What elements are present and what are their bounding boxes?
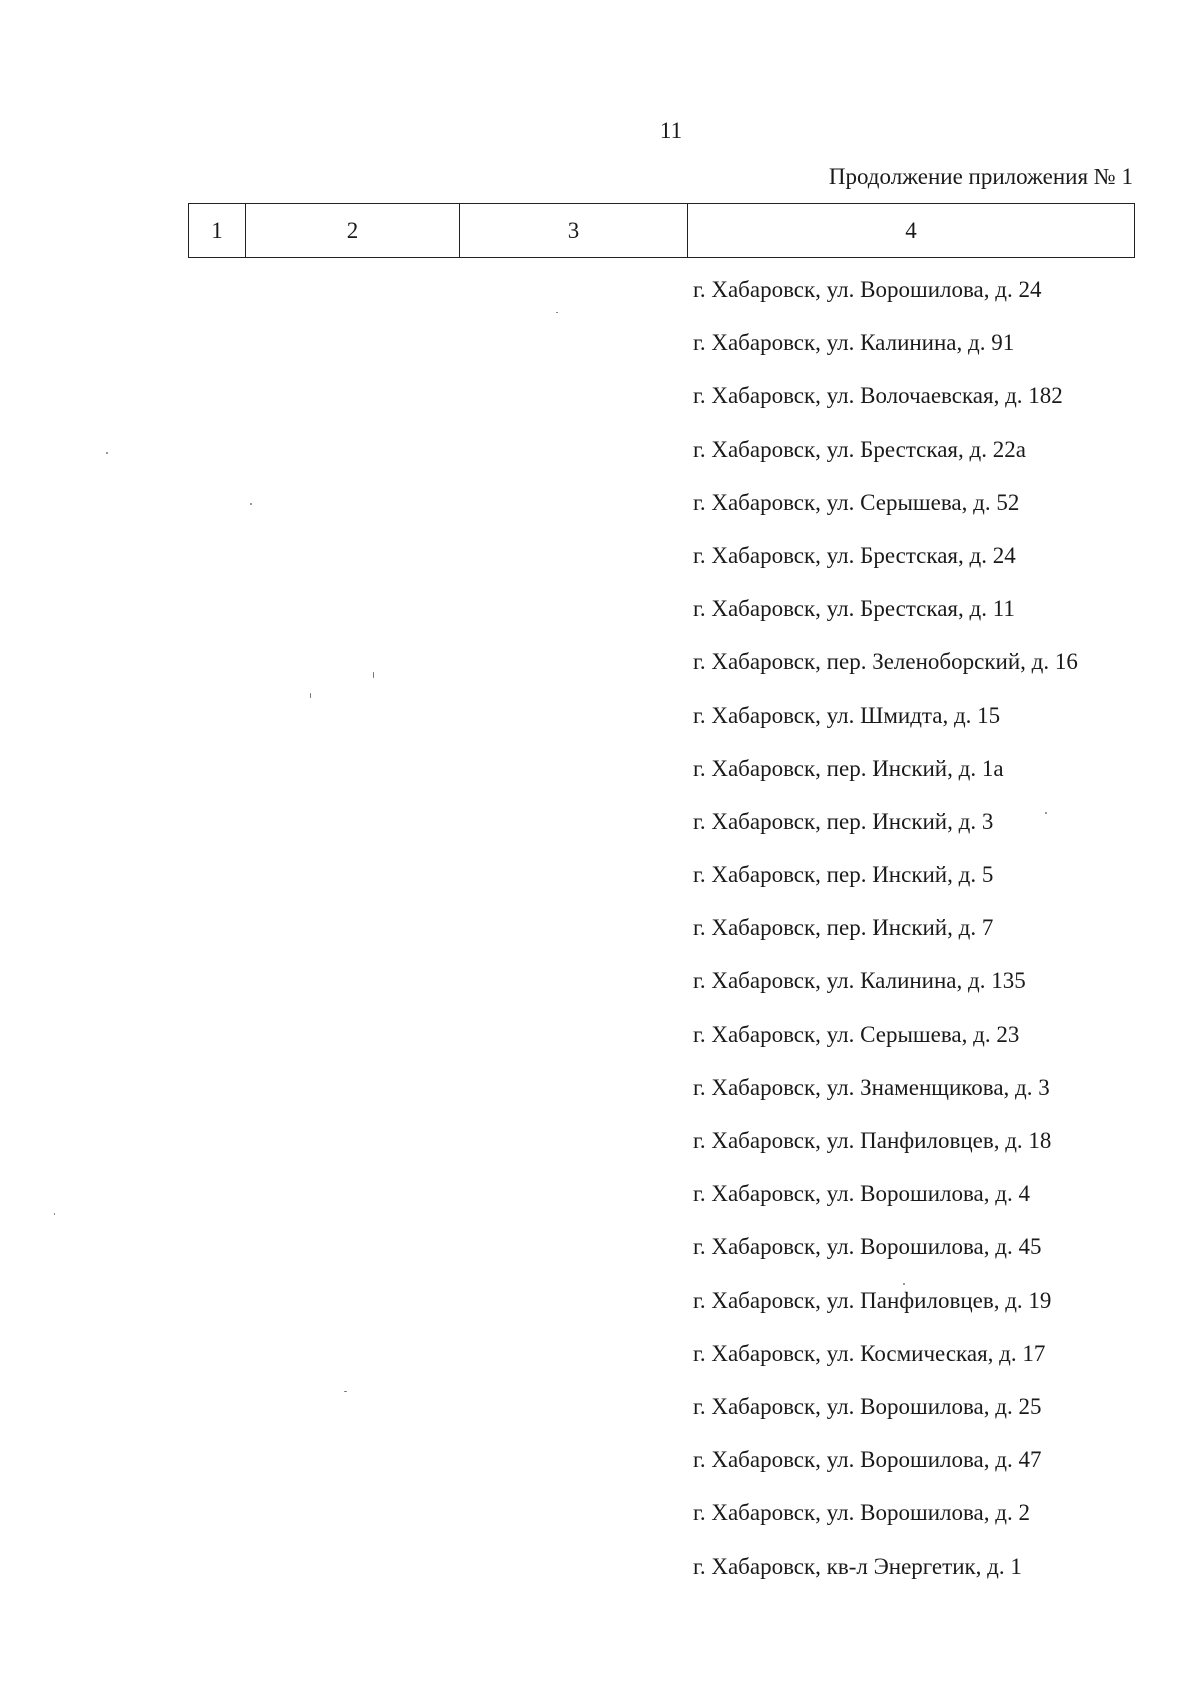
address-item: г. Хабаровск, пер. Зеленоборский, д. 16	[693, 649, 1078, 675]
address-item: г. Хабаровск, ул. Ворошилова, д. 45	[693, 1234, 1042, 1260]
address-item: г. Хабаровск, ул. Калинина, д. 91	[693, 330, 1015, 356]
address-item: г. Хабаровск, пер. Инский, д. 3	[693, 808, 994, 834]
address-item: г. Хабаровск, кв-л Энергетик, д. 1	[693, 1553, 1022, 1579]
address-item: г. Хабаровск, ул. Брестская, д. 22а	[693, 436, 1026, 462]
address-item: г. Хабаровск, ул. Знаменщикова, д. 3	[693, 1074, 1050, 1100]
address-item: г. Хабаровск, ул. Серышева, д. 23	[693, 1021, 1020, 1047]
address-item: г. Хабаровск, пер. Инский, д. 1а	[693, 755, 1004, 781]
page-number: 11	[659, 118, 683, 143]
header-cell-3: 3	[460, 204, 688, 258]
address-item: г. Хабаровск, ул. Ворошилова, д. 2	[693, 1500, 1030, 1526]
address-item: г. Хабаровск, пер. Инский, д. 5	[693, 862, 994, 888]
scan-speck	[106, 452, 108, 454]
address-item: г. Хабаровск, ул. Панфиловцев, д. 18	[693, 1128, 1052, 1153]
header-cell-2: 2	[246, 204, 460, 258]
address-item: г. Хабаровск, ул. Калинина, д. 135	[693, 968, 1026, 994]
address-item: г. Хабаровск, пер. Инский, д. 7	[693, 915, 994, 941]
header-cell-1: 1	[189, 204, 246, 258]
scan-speck	[250, 503, 252, 505]
address-item: г. Хабаровск, ул. Ворошилова, д. 24	[693, 277, 1042, 302]
address-item: г. Хабаровск, ул. Брестская, д. 11	[693, 596, 1015, 622]
scan-speck	[903, 1283, 905, 1285]
scan-speck	[54, 1213, 55, 1215]
address-item: г. Хабаровск, ул. Космическая, д. 17	[693, 1340, 1046, 1366]
column-number-header	[188, 203, 1135, 258]
scan-speck	[1045, 812, 1047, 814]
continuation-label: Продолжение приложения № 1	[828, 164, 1133, 189]
address-item: г. Хабаровск, ул. Брестская, д. 24	[693, 542, 1016, 568]
address-item: г. Хабаровск, ул. Шмидта, д. 15	[693, 702, 1001, 728]
scan-speck	[556, 312, 558, 313]
address-item: г. Хабаровск, ул. Панфиловцев, д. 19	[693, 1287, 1052, 1313]
address-item: г. Хабаровск, ул. Серышева, д. 52	[693, 489, 1020, 515]
address-item: г. Хабаровск, ул. Ворошилова, д. 47	[693, 1447, 1042, 1473]
header-cell-4: 4	[688, 204, 1135, 258]
address-item: г. Хабаровск, ул. Ворошилова, д. 25	[693, 1393, 1042, 1419]
scan-speck	[310, 693, 311, 698]
address-list	[693, 270, 1078, 1600]
address-item: г. Хабаровск, ул. Волочаевская, д. 182	[693, 383, 1063, 409]
scan-speck	[373, 672, 374, 678]
address-item: г. Хабаровск, ул. Ворошилова, д. 4	[693, 1181, 1030, 1207]
scan-speck	[344, 1391, 347, 1392]
header-row	[189, 204, 1135, 258]
